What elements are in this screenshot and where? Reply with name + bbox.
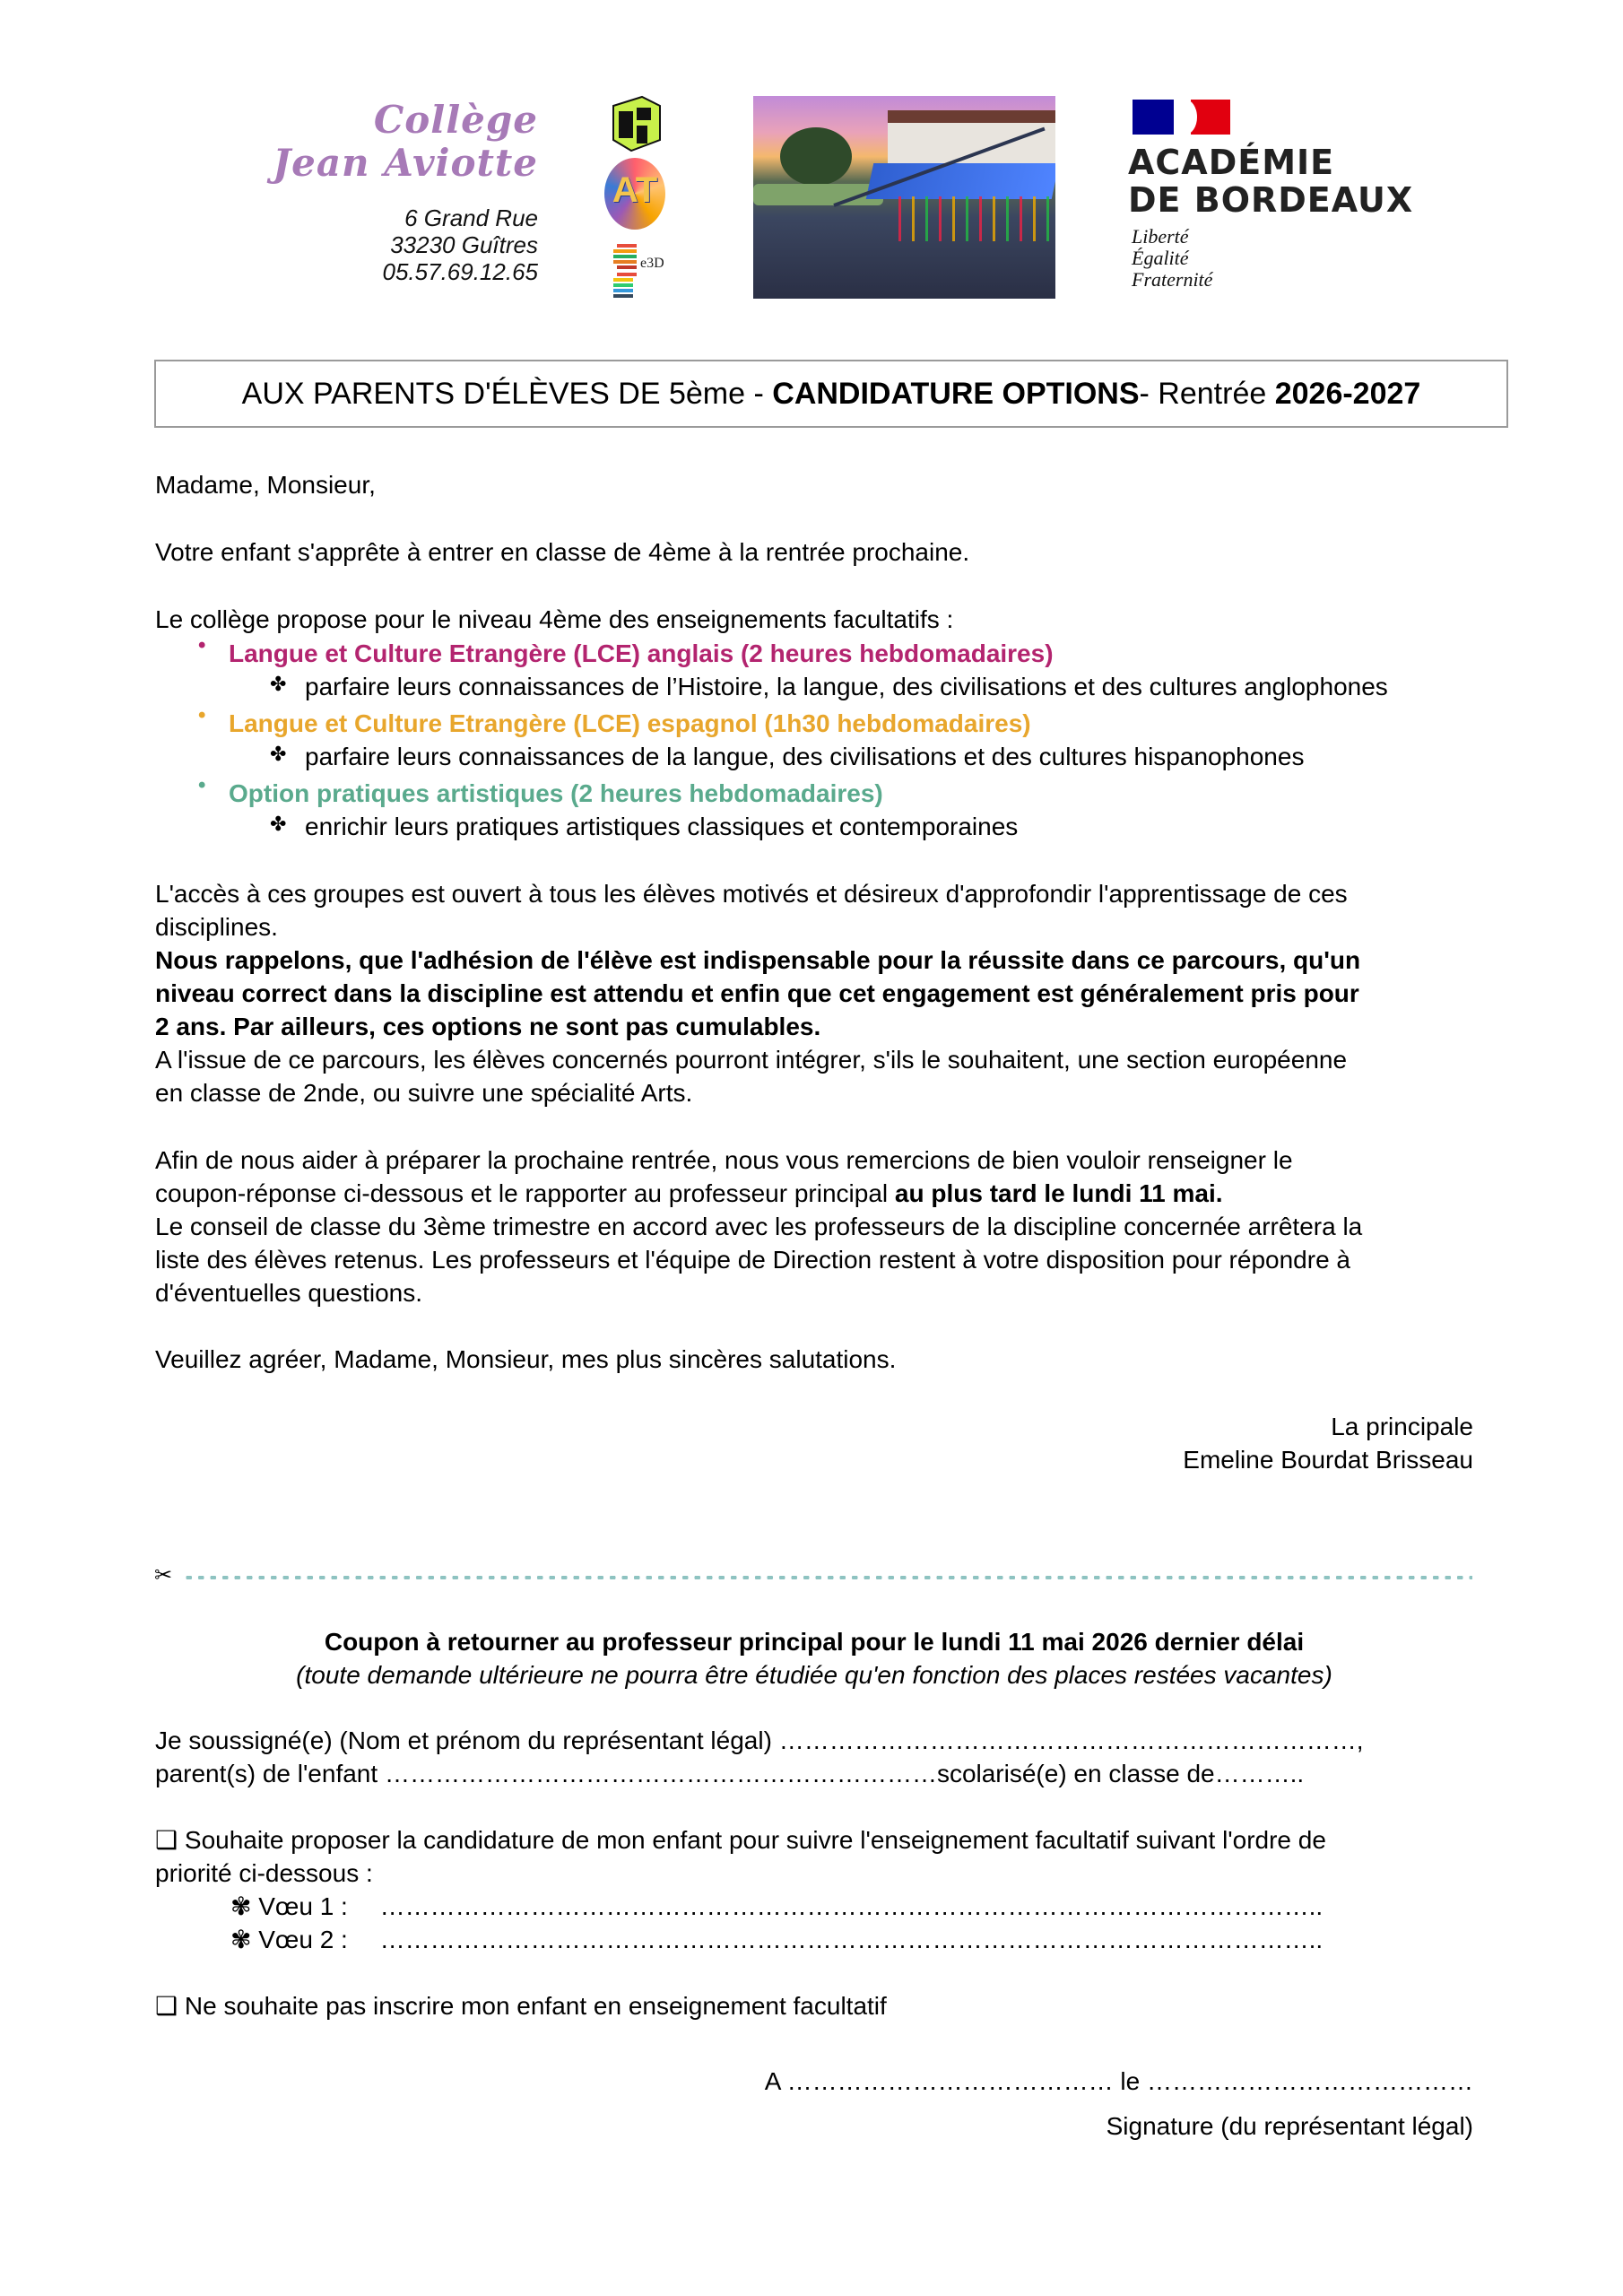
scissors-icon: ✂ [154,1563,173,1587]
signature-label: Signature (du représentant légal) [1106,2112,1473,2140]
date-label: le [1113,2067,1147,2095]
request-line-1: Afin de nous aider à préparer la prochaine rentrée, nous vous remercions de bien vouloir renseigner le [155,1146,1293,1174]
guardian-name-field[interactable]: ……………………………………………………………, [778,1726,1364,1754]
e3d-logo-icon [610,242,667,305]
deadline: au plus tard le lundi 11 mai. [894,1179,1223,1207]
council-line-3: d'éventuelles questions. [155,1279,422,1307]
place-field[interactable]: ………………………………… [786,2067,1114,2095]
flower-icon: ✾ [230,1926,252,1953]
child-label: parent(s) de l'enfant [155,1760,385,1787]
options-intro: Le collège propose pour le niveau 4ème des enseignements facultatifs : [155,605,954,633]
reminder-line-1: Nous rappelons, que l'adhésion de l'élève est indispensable pour la réussite dans ce parcours, qu'un [155,946,1361,974]
outcome-line-1: A l'issue de ce parcours, les élèves concernés pourront intégrer, s'ils le souhaitent, une section européenne [155,1046,1348,1074]
marianne-logo-icon [1133,100,1230,135]
address-street: 6 Grand Rue [404,204,538,231]
option-english-title: Langue et Culture Etrangère (LCE) anglais (2 heures hebdomadaires) [229,639,1054,667]
academie-name: ACADÉMIE DE BORDEAUX [1128,143,1414,220]
college-address [269,204,538,285]
college-name-line2: Jean Aviotte [273,141,538,185]
cube-logo-icon [606,93,664,154]
council-line-1: Le conseil de classe du 3ème trimestre en accord avec les professeurs de la discipline concernée arrêtera la [155,1213,1363,1240]
access-line-2: disciplines. [155,913,278,941]
option-arts-detail: enrichir leurs pratiques artistiques classiques et contemporaines [305,813,1019,840]
choice-yes-row [155,1823,1473,1857]
republic-motto: Liberté Égalité Fraternité [1132,225,1213,291]
choice-yes-line-2: priorité ci-dessous : [155,1859,373,1887]
option-spanish-title: Langue et Culture Etrangère (LCE) espagnol (1h30 hebdomadaires) [229,709,1031,737]
wish-2-field[interactable]: ………………………………………………………………………………………………….. [379,1926,1324,1953]
choice-yes-label: Souhaite proposer la candidature de mon enfant pour suivre l'enseignement facultatif suivant l'ordre de [184,1826,1326,1854]
checkbox-no[interactable]: ❑ [155,1992,178,2020]
signatory-name: Emeline Bourdat Brisseau [1183,1446,1473,1474]
place-date-row [155,2065,1473,2098]
intro-paragraph: Votre enfant s'apprête à entrer en classe de 4ème à la rentrée prochaine. [155,538,970,566]
address-city: 33230 Guîtres [390,231,538,258]
option-english-detail: parfaire leurs connaissances de l’Histoire, la langue, des civilisations et des cultures anglophones [305,673,1388,700]
bullet-icon: • [198,633,206,657]
cut-line [154,1563,1472,1587]
flower-icon: ✾ [230,1892,252,1920]
college-name [224,99,538,185]
arts-circle-logo-icon: AT [604,158,665,230]
wish-1-field[interactable]: ………………………………………………………………………………………………….. [379,1892,1324,1920]
bullet-icon: • [198,703,206,727]
coupon-heading: Coupon à retourner au professeur principal pour le lundi 11 mai 2026 dernier délai [324,1628,1305,1656]
document-title: AUX PARENTS D'ÉLÈVES DE 5ème - CANDIDATURE OPTIONS - Rentrée 2026-2027 [154,360,1508,428]
clover-icon: ✤ [270,673,287,695]
salutation: Madame, Monsieur, [155,471,376,499]
dotted-separator [183,1576,1472,1579]
choice-no-row [155,1989,1473,2022]
request-line-2: coupon-réponse ci-dessous et le rapporter au professeur principal au plus tard le lundi 11 mai. [155,1179,1223,1207]
council-line-2: liste des élèves retenus. Les professeurs et l'équipe de Direction restent à votre disposition pour répondre à [155,1246,1350,1274]
option-arts-title: Option pratiques artistiques (2 heures hebdomadaires) [229,779,883,807]
coupon-subheading: (toute demande ultérieure ne pourra être étudiée qu'en fonction des places restées vacantes) [296,1661,1332,1689]
address-phone: 05.57.69.12.65 [382,258,538,285]
guardian-row [155,1724,1473,1757]
wish-2-row [230,1923,1472,1956]
choice-no-label: Ne souhaite pas inscrire mon enfant en enseignement facultatif [184,1992,887,2020]
school-photo [753,96,1055,299]
reminder-line-2: niveau correct dans la discipline est attendu et enfin que cet engagement est généralement pris pour [155,979,1359,1007]
clover-icon: ✤ [270,813,287,835]
option-spanish-detail: parfaire leurs connaissances de la langue, des civilisations et des cultures hispanophones [305,743,1305,770]
wish-1-row [230,1890,1472,1923]
wish-2-label: Vœu 2 : [258,1926,348,1953]
outcome-line-2: en classe de 2nde, ou suivre une spécialité Arts. [155,1079,693,1107]
bullet-icon: • [198,773,206,797]
partner-logos [599,90,671,305]
child-row [155,1757,1473,1790]
signatory-title: La principale [1331,1413,1473,1440]
guardian-label: Je soussigné(e) (Nom et prénom du représentant légal) [155,1726,779,1754]
clover-icon: ✤ [270,743,287,765]
closing: Veuillez agréer, Madame, Monsieur, mes plus sincères salutations. [155,1345,897,1373]
svg-text:e3D: e3D [640,256,664,271]
place-label: A [764,2067,787,2095]
class-field[interactable]: ……….. [1214,1760,1305,1787]
wish-1-label: Vœu 1 : [258,1892,348,1920]
college-name-line1: Collège [373,98,538,142]
child-name-field[interactable]: ………………………………………………………… [384,1760,937,1787]
class-label: scolarisé(e) en classe de [936,1760,1215,1787]
date-field[interactable]: ………………………………… [1147,2067,1473,2095]
checkbox-yes[interactable]: ❑ [155,1826,178,1854]
reminder-line-3: 2 ans. Par ailleurs, ces options ne sont pas cumulables. [155,1013,821,1040]
access-line-1: L'accès à ces groupes est ouvert à tous les élèves motivés et désireux d'approfondir l'apprentissage de ces [155,880,1348,908]
